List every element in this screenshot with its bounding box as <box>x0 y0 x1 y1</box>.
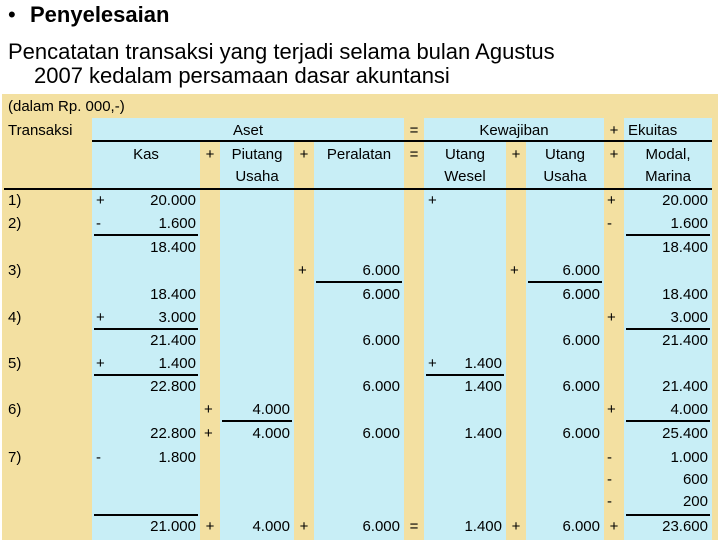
r7-kas: 1.800 <box>158 449 196 466</box>
header-aset: Aset <box>232 122 263 139</box>
r7-modal-rule <box>626 514 710 516</box>
intro-line-2: 2007 kedalam persamaan dasar akuntansi <box>34 63 450 88</box>
r7c-modal-sign: - <box>607 493 612 510</box>
b6-utang-wesel: 1.400 <box>464 425 502 442</box>
row-label-7: 7) <box>8 449 22 466</box>
r5-kas-sign: + <box>96 355 105 372</box>
b5-utang-wesel: 1.400 <box>464 378 502 395</box>
b4-peralatan: 6.000 <box>362 332 400 349</box>
r1-kas-sign: + <box>96 192 105 209</box>
b3-utang-usaha: 6.000 <box>562 286 600 303</box>
subheader-peralatan: Peralatan <box>326 146 392 163</box>
subheader-kas: Kas <box>133 146 159 163</box>
header-plus: + <box>609 122 619 139</box>
r5-wesel-sign: + <box>428 355 437 372</box>
b4-utang-usaha: 6.000 <box>562 332 600 349</box>
b5-utang-usaha: 6.000 <box>562 378 600 395</box>
r2-modal-rule <box>626 234 710 236</box>
total-equals: = <box>409 518 419 535</box>
subheader-usaha: Usaha <box>235 168 279 185</box>
bullet: • <box>8 2 16 27</box>
r3-usaha-sign: + <box>510 262 519 279</box>
intro-line-1: Pencatatan transaksi yang terjadi selama bulan Agustus <box>8 39 555 64</box>
header-kewajiban: Kewajiban <box>479 122 549 139</box>
total-plus-1: + <box>205 518 215 535</box>
r2-modal: 1.600 <box>670 215 708 232</box>
r7b-modal-sign: - <box>607 471 612 488</box>
total-plus-4: + <box>609 518 619 535</box>
r3-peralatan: 6.000 <box>362 262 400 279</box>
r5-wesel-rule <box>426 374 504 376</box>
subheader-wesel: Wesel <box>444 168 486 185</box>
row-label-4: 4) <box>8 309 22 326</box>
r4-kas-sign: + <box>96 309 105 326</box>
b5-modal: 21.400 <box>662 378 708 395</box>
r7-kas-sign: - <box>96 449 101 466</box>
r7-kas-rule <box>94 514 198 516</box>
b6-utang-usaha: 6.000 <box>562 425 600 442</box>
total-modal: 23.600 <box>662 518 708 535</box>
r3-utang-usaha: 6.000 <box>562 262 600 279</box>
total-piutang: 4.000 <box>252 518 290 535</box>
col-piutang-bg <box>220 142 294 540</box>
slide-heading <box>8 2 169 28</box>
r2-kas-sign: - <box>96 215 101 232</box>
r3-peralatan-rule <box>316 281 402 283</box>
b3-kas: 18.400 <box>150 286 196 303</box>
subheader-utang-wesel: Utang <box>444 146 486 163</box>
subheader-marina: Marina <box>645 168 691 185</box>
r6-modal-rule <box>626 420 710 422</box>
subheader-usaha-2: Usaha <box>543 168 587 185</box>
header-transaksi: Transaksi <box>8 122 73 139</box>
b6-piutang: 4.000 <box>252 425 290 442</box>
r4-modal-sign: + <box>607 309 616 326</box>
row-label-2: 2) <box>8 215 22 232</box>
r4-modal-rule <box>626 328 710 330</box>
subheader-piutang: Piutang <box>231 146 283 163</box>
b6-piutang-sign: + <box>204 425 213 442</box>
r5-kas-rule <box>94 374 198 376</box>
r2-kas: 1.600 <box>158 215 196 232</box>
total-plus-3: + <box>511 518 521 535</box>
intro-text <box>8 40 555 88</box>
r2-kas-rule <box>94 234 198 236</box>
row-label-6: 6) <box>8 401 22 418</box>
r7-modal: 1.000 <box>670 449 708 466</box>
b5-kas: 22.800 <box>150 378 196 395</box>
heading-title: Penyelesaian <box>30 2 170 27</box>
r1-wesel-sign: + <box>428 192 437 209</box>
r4-modal: 3.000 <box>670 309 708 326</box>
subheader-modal: Modal, <box>645 146 691 163</box>
subheader-plus-2: + <box>299 146 309 163</box>
transaction-table <box>2 94 718 540</box>
b6-peralatan: 6.000 <box>362 425 400 442</box>
r6-piutang-sign: + <box>204 401 213 418</box>
b4-kas: 21.400 <box>150 332 196 349</box>
total-plus-2: + <box>299 518 309 535</box>
row-label-5: 5) <box>8 355 22 372</box>
r6-piutang-rule <box>222 420 292 422</box>
b2-modal: 18.400 <box>662 239 708 256</box>
r4-kas-rule <box>94 328 198 330</box>
r1-modal: 20.000 <box>662 192 708 209</box>
r7-modal-sign: - <box>607 449 612 466</box>
total-peralatan: 6.000 <box>362 518 400 535</box>
subheader-equals: = <box>409 146 419 163</box>
r3-usaha-rule <box>528 281 602 283</box>
r7c-modal: 200 <box>682 493 708 510</box>
b3-peralatan: 6.000 <box>362 286 400 303</box>
r1-kas: 20.000 <box>150 192 196 209</box>
total-kas: 21.000 <box>150 518 196 535</box>
r2-modal-sign: - <box>607 215 612 232</box>
b6-kas: 22.800 <box>150 425 196 442</box>
b3-modal: 18.400 <box>662 286 708 303</box>
r5-kas: 1.400 <box>158 355 196 372</box>
subheader-utang-usaha: Utang <box>544 146 586 163</box>
b4-modal: 21.400 <box>662 332 708 349</box>
r1-modal-sign: + <box>607 192 616 209</box>
header-rule <box>92 140 712 142</box>
header-equals: = <box>409 122 419 139</box>
b5-peralatan: 6.000 <box>362 378 400 395</box>
subheader-plus-3: + <box>511 146 521 163</box>
b2-kas: 18.400 <box>150 239 196 256</box>
r4-kas: 3.000 <box>158 309 196 326</box>
r6-piutang: 4.000 <box>252 401 290 418</box>
r7b-modal: 600 <box>682 471 708 488</box>
r6-modal: 4.000 <box>670 401 708 418</box>
row-label-1: 1) <box>8 192 22 209</box>
total-utang-usaha: 6.000 <box>562 518 600 535</box>
r3-peralatan-sign: + <box>298 262 307 279</box>
total-utang-wesel: 1.400 <box>464 518 502 535</box>
subheader-plus-4: + <box>609 146 619 163</box>
header-ekuitas: Ekuitas <box>628 122 678 139</box>
unit-note: (dalam Rp. 000,-) <box>8 98 125 115</box>
r6-modal-sign: + <box>607 401 616 418</box>
subheader-plus-1: + <box>205 146 215 163</box>
b6-modal: 25.400 <box>662 425 708 442</box>
row-label-3: 3) <box>8 262 22 279</box>
r5-utang-wesel: 1.400 <box>464 355 502 372</box>
subheader-rule <box>4 188 712 190</box>
